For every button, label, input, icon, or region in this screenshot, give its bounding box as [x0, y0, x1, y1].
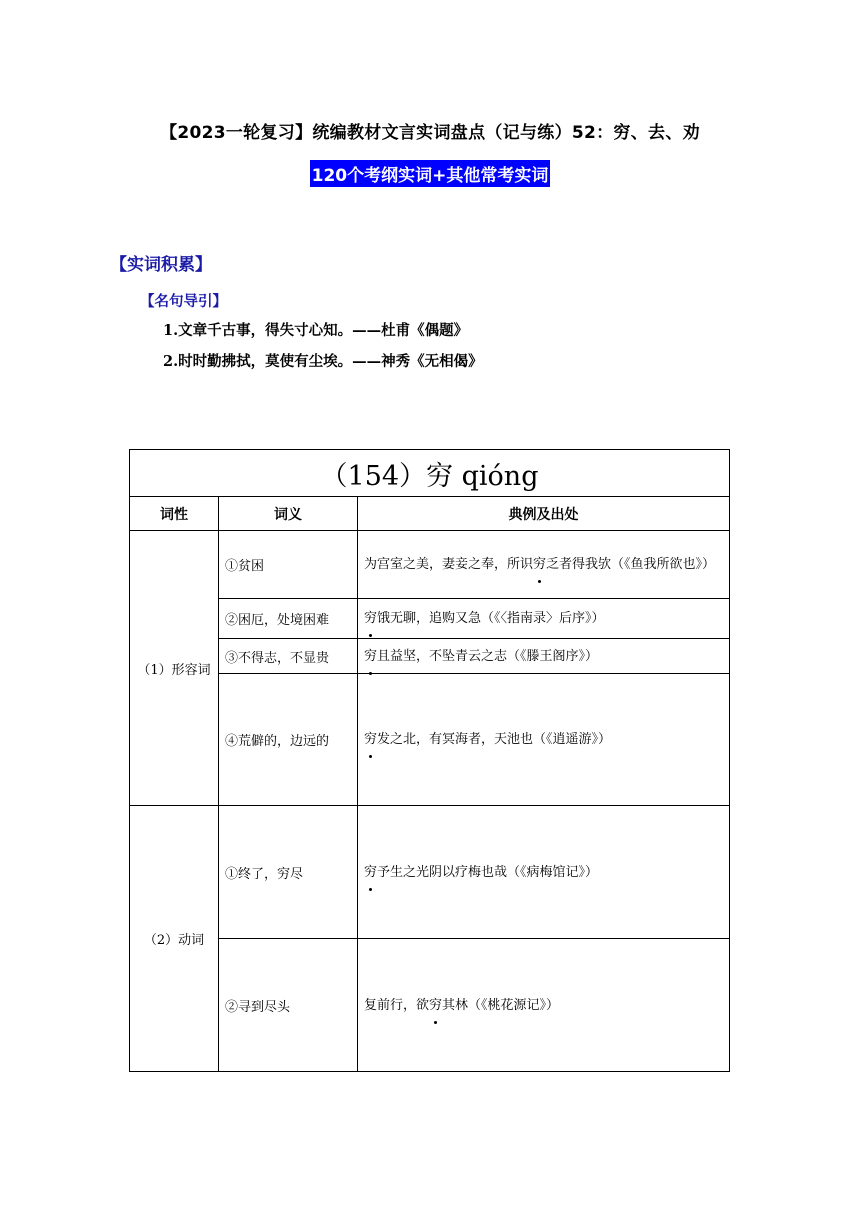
header-meaning: 词义 [219, 497, 358, 531]
table-row [130, 531, 730, 599]
table-row [130, 599, 730, 639]
table-row [130, 639, 730, 674]
subsection-heading: 【名句导引】 [140, 294, 227, 310]
example-cell: 穷饿无聊，追购又急（《〈指南录〉后序》） [358, 599, 730, 639]
meaning-cell: ③不得志，不显贵 [219, 639, 358, 674]
emphasis-dot-word: 穷 [429, 991, 442, 1020]
table-row [130, 939, 730, 1072]
table-row [130, 674, 730, 806]
emphasis-dot-word: 穷 [364, 604, 377, 633]
meaning-cell: ②困厄，处境困难 [219, 599, 358, 639]
emphasis-dot-word: 穷 [364, 725, 377, 754]
header-pos: 词性 [130, 497, 219, 531]
section-heading: 【实词积累】 [110, 255, 212, 275]
vocabulary-table [129, 449, 730, 1072]
header-example: 典例及出处 [358, 497, 730, 531]
quote-1: 1.文章千古事，得失寸心知。——杜甫《偶题》 [163, 322, 469, 339]
table-row [130, 806, 730, 939]
example-cell: 穷予生之光阴以疗梅也哉（《病梅馆记》） [358, 806, 730, 939]
example-cell: 穷发之北，有冥海者，天池也（《逍遥游》） [358, 674, 730, 806]
meaning-cell: ①贫困 [219, 531, 358, 599]
document-subtitle-highlight: 120个考纲实词+其他常考实词 [310, 160, 551, 187]
entry-title: （154）穷 qióng [130, 450, 730, 497]
document-title: 【2023一轮复习】统编教材文言实词盘点（记与练）52：穷、去、劝 [160, 123, 700, 143]
emphasis-dot-word: 穷 [533, 550, 546, 579]
pos-cell: （2）动词 [130, 806, 219, 1072]
example-cell: 穷且益坚，不坠青云之志（《滕王阁序》） [358, 639, 730, 674]
example-cell: 为宫室之美，妻妾之奉，所识穷乏者得我欤（《鱼我所欲也》） [358, 531, 730, 599]
emphasis-dot-word: 穷 [364, 858, 377, 887]
meaning-cell: ②寻到尽头 [219, 939, 358, 1072]
quote-2: 2.时时勤拂拭，莫使有尘埃。——神秀《无相偈》 [163, 353, 483, 370]
emphasis-dot-word: 穷 [364, 642, 377, 671]
meaning-cell: ④荒僻的，边远的 [219, 674, 358, 806]
pos-cell: （1）形容词 [130, 531, 219, 806]
example-cell: 复前行，欲穷其林（《桃花源记》） [358, 939, 730, 1072]
meaning-cell: ①终了，穷尽 [219, 806, 358, 939]
